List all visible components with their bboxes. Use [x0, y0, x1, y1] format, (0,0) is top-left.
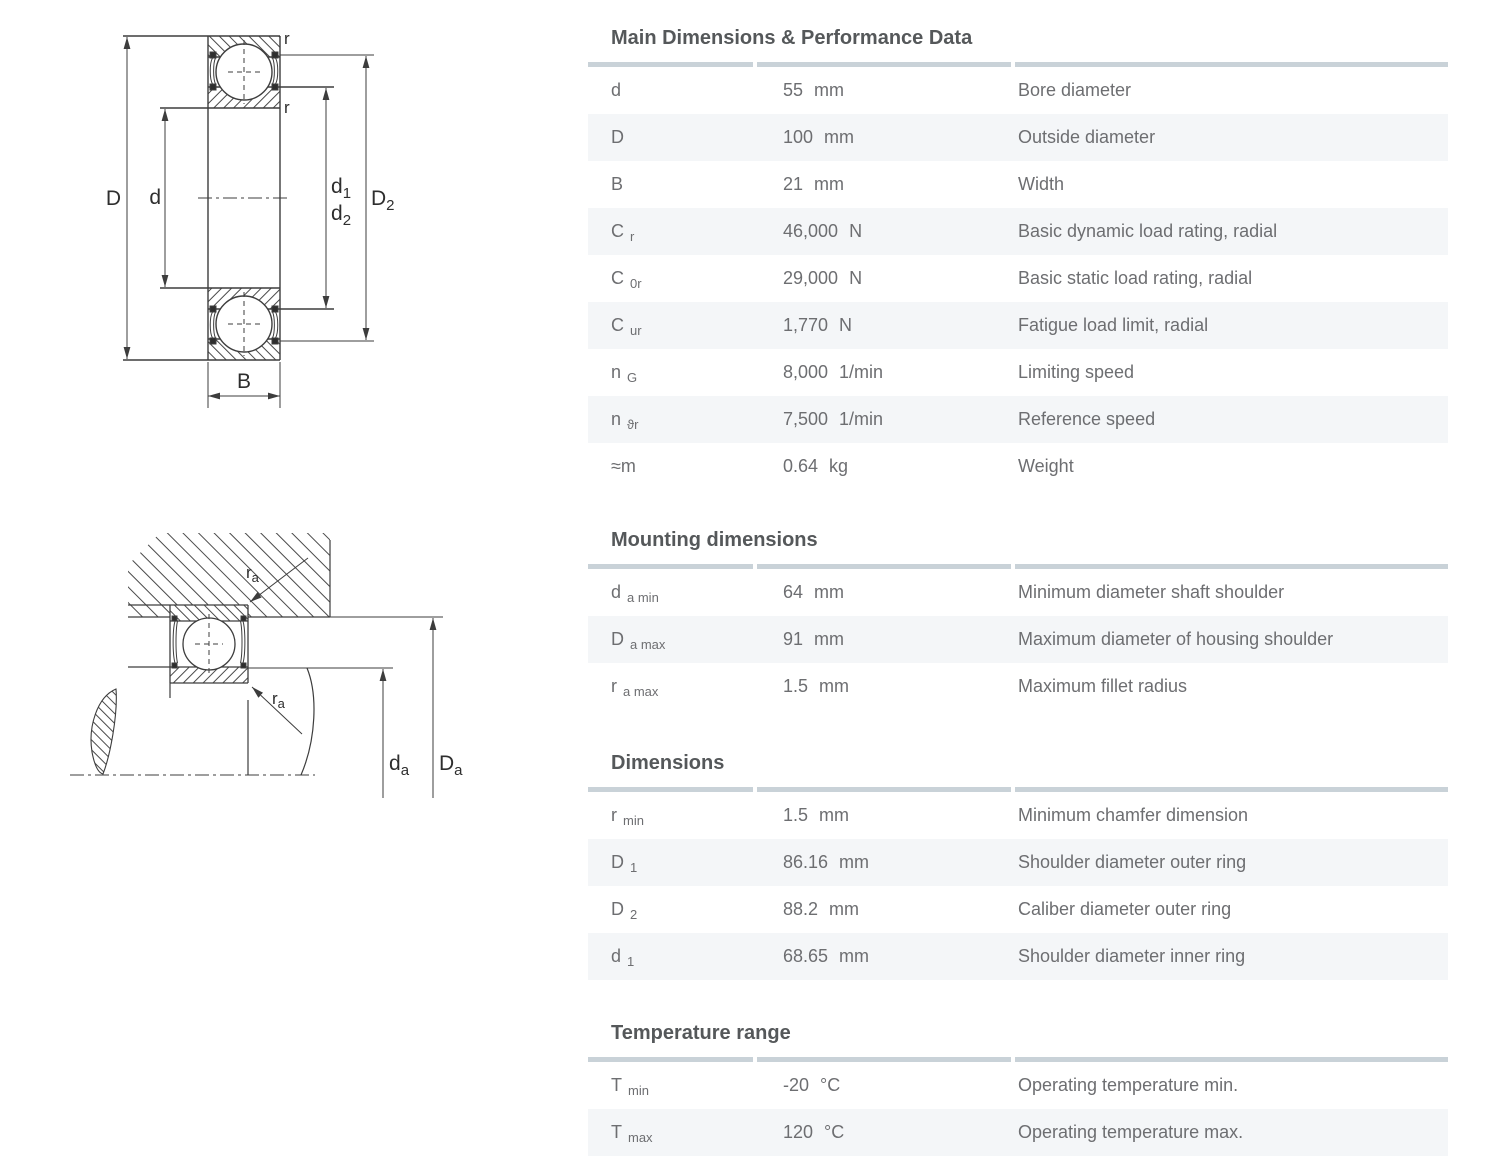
- row-value: 120: [783, 1122, 814, 1142]
- row-description-cell: [1014, 362, 1448, 383]
- row-symbol-cell: [588, 174, 756, 195]
- row-description-cell: [1014, 676, 1448, 697]
- table-header-bar: [588, 62, 1448, 67]
- row-description: Operating temperature max.: [1018, 1122, 1244, 1142]
- row-unit: 1/min: [839, 409, 884, 429]
- label-width-B: B: [236, 370, 252, 393]
- row-description: Maximum diameter of housing shoulder: [1018, 629, 1334, 649]
- row-value: 46,000: [783, 221, 839, 241]
- spec-row: [588, 443, 1448, 490]
- row-symbol-cell: [588, 315, 756, 336]
- row-unit: N: [839, 315, 853, 335]
- label-chamfer-r-top: r: [284, 29, 290, 48]
- row-description-cell: [1014, 805, 1448, 826]
- row-symbol: d: [611, 80, 622, 100]
- row-value: 29,000: [783, 268, 839, 288]
- spec-row: [588, 839, 1448, 886]
- section-title: Dimensions: [611, 752, 725, 774]
- row-value: 64: [783, 582, 804, 602]
- row-description-cell: [1014, 268, 1448, 289]
- row-symbol-cell: [588, 946, 756, 967]
- row-description: Fatigue load limit, radial: [1018, 315, 1209, 335]
- spec-section: [588, 27, 1448, 490]
- label-bore-diameter: d: [149, 186, 161, 209]
- row-unit: N: [849, 268, 863, 288]
- label-ra-bottom: $r_a$: [272, 689, 285, 711]
- row-unit: 1/min: [839, 362, 884, 382]
- row-unit: mm: [819, 676, 850, 696]
- row-unit: mm: [824, 127, 855, 147]
- row-description: Bore diameter: [1018, 80, 1132, 100]
- spec-section: [588, 752, 1448, 980]
- row-symbol: D: [611, 127, 624, 147]
- row-symbol-cell: [588, 1075, 756, 1096]
- row-description: Limiting speed: [1018, 362, 1135, 382]
- row-description: Reference speed: [1018, 409, 1156, 429]
- header-bar-segment: [1015, 787, 1448, 792]
- row-symbol-cell: [588, 221, 756, 242]
- row-symbol-subscript: r: [630, 229, 635, 244]
- row-symbol-cell: [588, 852, 756, 873]
- row-symbol-cell: [588, 805, 756, 826]
- row-description: Shoulder diameter outer ring: [1018, 852, 1247, 872]
- row-symbol-subscript: a max: [623, 684, 659, 699]
- bearing-drawings: [0, 0, 588, 1168]
- row-description-cell: [1014, 409, 1448, 430]
- row-unit: mm: [814, 80, 845, 100]
- row-symbol-subscript: G: [627, 370, 638, 385]
- label-ra-top: $r_a$: [246, 563, 259, 585]
- spec-row: [588, 616, 1448, 663]
- row-value: 86.16: [783, 852, 829, 872]
- header-bar-segment: [588, 787, 753, 792]
- spec-row: [588, 1109, 1448, 1156]
- label-D2: $D_2$: [371, 187, 395, 214]
- row-symbol-cell: [588, 676, 756, 697]
- row-value: 100: [783, 127, 814, 147]
- row-description: Width: [1018, 174, 1065, 194]
- header-bar-segment: [588, 62, 753, 67]
- row-symbol-subscript: a max: [630, 637, 666, 652]
- row-description: Outside diameter: [1018, 127, 1156, 147]
- row-symbol: d: [611, 582, 622, 602]
- row-value-cell: [756, 362, 1014, 383]
- row-description-cell: [1014, 174, 1448, 195]
- row-description-cell: [1014, 315, 1448, 336]
- cross-section-drawing: [106, 29, 395, 408]
- table-header-bar: [588, 787, 1448, 792]
- row-description-cell: [1014, 456, 1448, 477]
- label-outside-diameter: D: [105, 187, 121, 210]
- row-symbol-cell: [588, 899, 756, 920]
- spec-tables: [588, 0, 1448, 1156]
- row-value: 1,770: [783, 315, 829, 335]
- row-value-cell: [756, 629, 1014, 650]
- row-symbol-subscript: 1: [627, 954, 635, 969]
- row-unit: N: [849, 221, 863, 241]
- row-symbol-subscript: ϑr: [627, 417, 639, 432]
- row-description-cell: [1014, 221, 1448, 242]
- label-chamfer-r-bottom: r: [284, 98, 290, 117]
- row-value-cell: [756, 221, 1014, 242]
- row-value-cell: [756, 1122, 1014, 1143]
- row-description: Weight: [1018, 456, 1074, 476]
- row-unit: mm: [814, 629, 845, 649]
- row-value: 7,500: [783, 409, 829, 429]
- row-unit: mm: [839, 852, 870, 872]
- row-description-cell: [1014, 80, 1448, 101]
- row-symbol: D: [611, 899, 624, 919]
- row-value-cell: [756, 268, 1014, 289]
- row-symbol: n: [611, 362, 622, 382]
- shaft-break-hatch: [91, 689, 116, 774]
- row-symbol: C: [611, 221, 624, 241]
- row-value-cell: [756, 315, 1014, 336]
- section-title: Temperature range: [611, 1022, 791, 1044]
- header-bar-segment: [757, 62, 1011, 67]
- section-title: Mounting dimensions: [611, 529, 818, 551]
- spec-row: [588, 663, 1448, 710]
- spec-row: [588, 933, 1448, 980]
- row-symbol: n: [611, 409, 622, 429]
- row-value-cell: [756, 174, 1014, 195]
- label-da: $d_a$: [389, 752, 410, 779]
- table-header-bar: [588, 1057, 1448, 1062]
- spec-row: [588, 114, 1448, 161]
- row-value: 8,000: [783, 362, 829, 382]
- row-symbol: B: [611, 174, 624, 194]
- row-symbol-cell: [588, 80, 756, 101]
- spec-row: [588, 208, 1448, 255]
- row-value: 88.2: [783, 899, 819, 919]
- row-value: 1.5: [783, 676, 809, 696]
- row-symbol: D: [611, 629, 624, 649]
- row-symbol: C: [611, 268, 624, 288]
- row-symbol-cell: [588, 268, 756, 289]
- section-title: Main Dimensions & Performance Data: [611, 27, 973, 49]
- row-unit: mm: [839, 946, 870, 966]
- row-value: 55: [783, 80, 804, 100]
- header-bar-segment: [757, 787, 1011, 792]
- row-description: Shoulder diameter inner ring: [1018, 946, 1246, 966]
- label-d1: $d_1$: [331, 175, 352, 202]
- mounted-bearing: [170, 605, 248, 683]
- spec-row: [588, 302, 1448, 349]
- row-description: Maximum fillet radius: [1018, 676, 1188, 696]
- row-unit: mm: [814, 582, 845, 602]
- spec-row: [588, 349, 1448, 396]
- row-description: Minimum diameter shaft shoulder: [1018, 582, 1285, 602]
- row-symbol-subscript: min: [623, 813, 644, 828]
- row-description-cell: [1014, 1075, 1448, 1096]
- row-symbol-cell: [588, 127, 756, 148]
- row-symbol-subscript: 2: [630, 907, 638, 922]
- row-symbol-cell: [588, 409, 756, 430]
- row-symbol: C: [611, 315, 624, 335]
- header-bar-segment: [1015, 62, 1448, 67]
- row-value-cell: [756, 676, 1014, 697]
- row-symbol-cell: [588, 456, 756, 477]
- spec-section: [588, 529, 1448, 710]
- row-value: 68.65: [783, 946, 829, 966]
- row-unit: °C: [820, 1075, 841, 1095]
- spec-row: [588, 792, 1448, 839]
- table-header-bar: [588, 564, 1448, 569]
- row-symbol: D: [611, 852, 624, 872]
- row-description: Caliber diameter outer ring: [1018, 899, 1232, 919]
- spec-row: [588, 161, 1448, 208]
- row-value-cell: [756, 1075, 1014, 1096]
- row-unit: mm: [819, 805, 850, 825]
- spec-row: [588, 396, 1448, 443]
- row-value: 1.5: [783, 805, 809, 825]
- row-description-cell: [1014, 127, 1448, 148]
- row-symbol: ≈m: [611, 456, 636, 476]
- row-unit: kg: [829, 456, 849, 476]
- row-description: Operating temperature min.: [1018, 1075, 1239, 1095]
- row-value: 0.64: [783, 456, 819, 476]
- row-description-cell: [1014, 852, 1448, 873]
- row-unit: °C: [824, 1122, 845, 1142]
- row-symbol-subscript: ur: [630, 323, 642, 338]
- header-bar-segment: [588, 564, 753, 569]
- row-description: Basic dynamic load rating, radial: [1018, 221, 1278, 241]
- row-symbol-subscript: 0r: [630, 276, 642, 291]
- row-symbol-cell: [588, 629, 756, 650]
- row-value-cell: [756, 127, 1014, 148]
- spec-row: [588, 255, 1448, 302]
- row-symbol-subscript: 1: [630, 860, 638, 875]
- label-Da: $D_a$: [439, 752, 463, 779]
- spec-section: [588, 1022, 1448, 1156]
- row-description: Minimum chamfer dimension: [1018, 805, 1249, 825]
- row-description-cell: [1014, 899, 1448, 920]
- spec-row: [588, 886, 1448, 933]
- row-description: Basic static load rating, radial: [1018, 268, 1253, 288]
- header-bar-segment: [588, 1057, 753, 1062]
- label-d2: $d_2$: [331, 202, 352, 229]
- row-value: 21: [783, 174, 804, 194]
- spec-row: [588, 1062, 1448, 1109]
- row-symbol: r: [611, 676, 617, 696]
- row-symbol: T: [611, 1075, 622, 1095]
- row-symbol: r: [611, 805, 617, 825]
- row-value-cell: [756, 582, 1014, 603]
- mounting-drawing: [70, 533, 463, 798]
- row-description-cell: [1014, 1122, 1448, 1143]
- row-symbol-subscript: max: [628, 1130, 653, 1145]
- row-symbol-cell: [588, 1122, 756, 1143]
- row-unit: mm: [829, 899, 860, 919]
- spec-row: [588, 569, 1448, 616]
- row-value-cell: [756, 805, 1014, 826]
- row-value: -20: [783, 1075, 810, 1095]
- row-symbol-subscript: min: [628, 1083, 649, 1098]
- header-bar-segment: [1015, 564, 1448, 569]
- row-value-cell: [756, 946, 1014, 967]
- row-value-cell: [756, 409, 1014, 430]
- row-symbol: d: [611, 946, 622, 966]
- row-description-cell: [1014, 946, 1448, 967]
- row-symbol-cell: [588, 362, 756, 383]
- row-symbol: T: [611, 1122, 622, 1142]
- row-value-cell: [756, 80, 1014, 101]
- row-unit: mm: [814, 174, 845, 194]
- row-symbol-subscript: a min: [627, 590, 659, 605]
- row-symbol-cell: [588, 582, 756, 603]
- row-description-cell: [1014, 582, 1448, 603]
- shaft-outline: [128, 667, 393, 775]
- row-value-cell: [756, 852, 1014, 873]
- spec-row: [588, 67, 1448, 114]
- header-bar-segment: [1015, 1057, 1448, 1062]
- row-value: 91: [783, 629, 804, 649]
- header-bar-segment: [757, 1057, 1011, 1062]
- row-value-cell: [756, 899, 1014, 920]
- row-value-cell: [756, 456, 1014, 477]
- row-description-cell: [1014, 629, 1448, 650]
- header-bar-segment: [757, 564, 1011, 569]
